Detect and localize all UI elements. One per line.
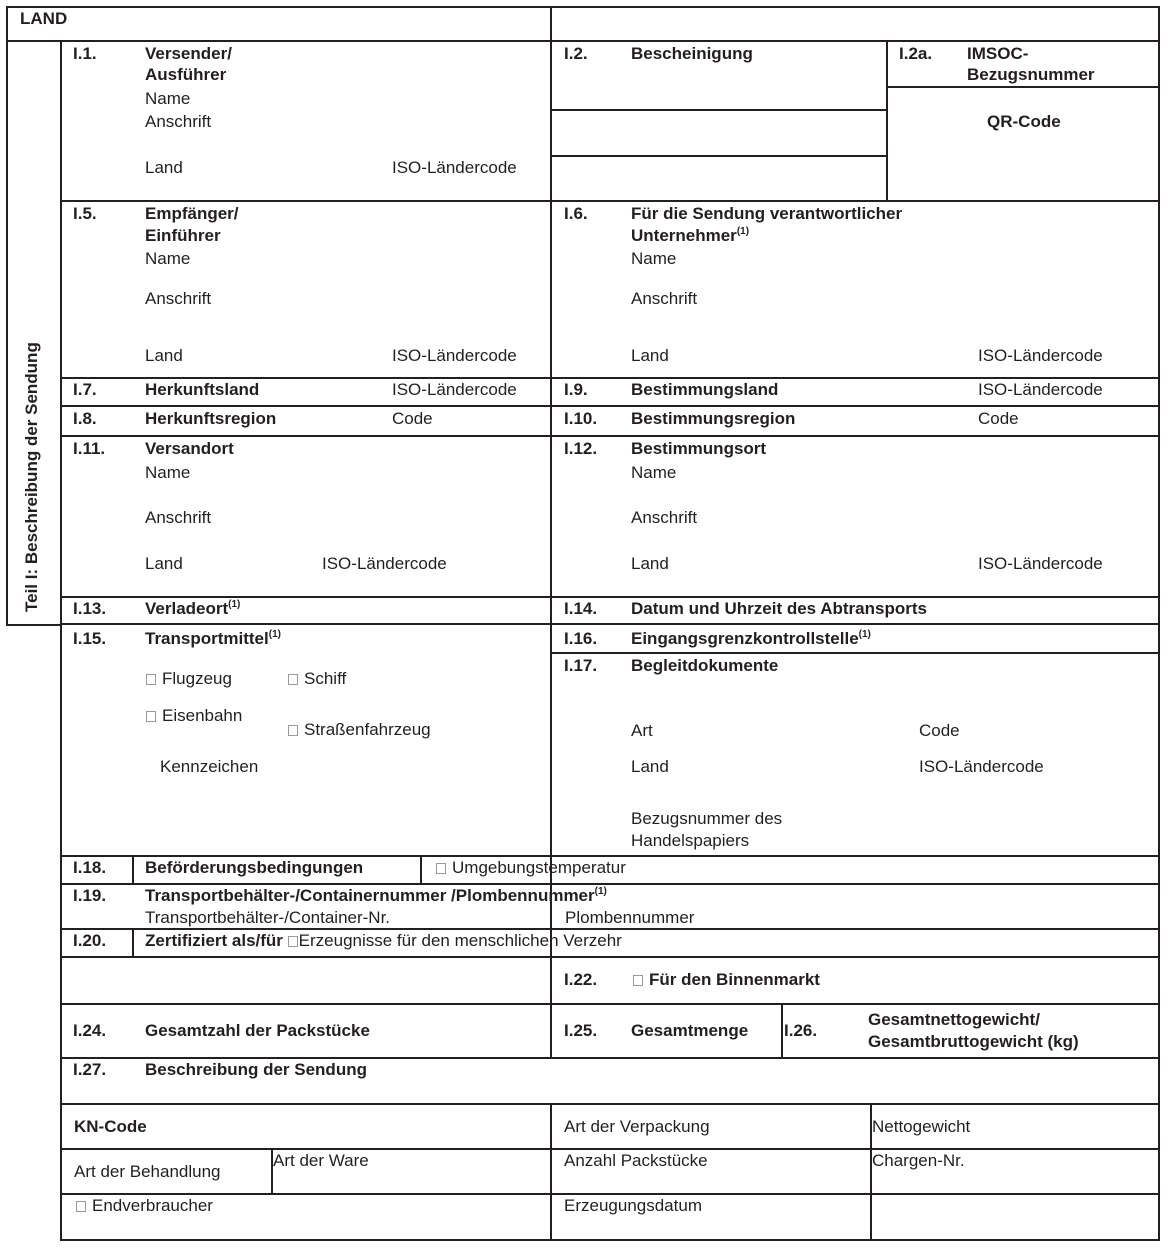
country-label: Land — [145, 158, 183, 177]
checkbox-icon[interactable] — [633, 975, 643, 986]
border — [60, 1003, 1159, 1005]
footnote-marker: (1) — [736, 226, 750, 237]
name-label: Name — [145, 463, 191, 482]
border — [6, 6, 1159, 8]
border — [132, 855, 134, 884]
field-title: Bescheinigung — [631, 44, 753, 63]
field-title: Herkunftsregion — [145, 409, 277, 428]
footnote-marker: (1) — [228, 599, 241, 610]
field-number: I.16. — [564, 629, 598, 648]
border — [60, 377, 1159, 379]
field-number: I.6. — [564, 204, 588, 223]
part-label: Teil I: Beschreibung der Sendung — [22, 342, 41, 612]
field-title: Gesamtzahl der Packstücke — [145, 1021, 370, 1040]
field-title: Herkunftsland — [145, 380, 260, 399]
checkbox-label: Eisenbahn — [162, 706, 243, 725]
qr-code-placeholder: QR-Code — [987, 112, 1061, 131]
border — [60, 855, 1159, 857]
border — [550, 155, 886, 157]
reference-label: Bezugsnummer des — [631, 809, 783, 828]
name-label: Name — [631, 463, 677, 482]
border — [60, 1103, 1159, 1105]
seal-number-label: Plombennummer — [565, 908, 695, 927]
border — [60, 956, 1159, 958]
field-number: I.9. — [564, 380, 588, 399]
field-title: Beförderungsbedingungen — [145, 858, 364, 877]
field-number: I.22. — [564, 970, 598, 989]
country-label: Land — [145, 346, 183, 365]
checkbox-icon[interactable] — [146, 674, 156, 685]
border — [886, 86, 1159, 88]
field-title: Transportbehälter-/Containernummer /Plombennummer — [145, 886, 595, 905]
field-number: I.1. — [73, 44, 97, 63]
field-title: Für die Sendung verantwortlicher — [631, 204, 903, 223]
border — [60, 435, 1159, 437]
border — [6, 6, 8, 625]
production-date-header: Erzeugungsdatum — [564, 1196, 702, 1215]
address-label: Anschrift — [145, 289, 212, 308]
checkbox-label: Straßenfahrzeug — [304, 720, 431, 739]
border — [60, 883, 1159, 885]
packaging-type-header: Art der Verpackung — [564, 1117, 710, 1136]
checkbox-label: Schiff — [304, 669, 347, 688]
field-number: I.19. — [73, 886, 107, 905]
field-title: Eingangsgrenzkontrollstelle — [631, 629, 859, 648]
checkbox-rail[interactable] — [146, 706, 242, 726]
checkbox-label: Erzeugnisse für den menschlichen Verzehr — [298, 931, 622, 950]
checkbox-label: Für den Binnenmarkt — [649, 970, 820, 989]
field-title: Bestimmungsort — [631, 439, 767, 458]
checkbox-icon[interactable] — [288, 725, 298, 736]
field-number: I.8. — [73, 409, 97, 428]
field-number: I.25. — [564, 1021, 598, 1040]
border — [60, 596, 1159, 598]
iso-code-label: ISO-Ländercode — [392, 346, 517, 365]
field-title: Gesamtnettogewicht/ — [868, 1010, 1040, 1029]
code-label: Code — [919, 721, 960, 740]
field-title: Transportmittel — [145, 629, 269, 648]
border — [6, 40, 1159, 42]
checkbox-icon[interactable] — [76, 1201, 86, 1212]
iso-code-label: ISO-Ländercode — [978, 554, 1103, 573]
iso-code-label: ISO-Ländercode — [392, 158, 517, 177]
iso-code-label: ISO-Ländercode — [978, 346, 1103, 365]
address-label: Anschrift — [631, 289, 698, 308]
footnote-marker: (1) — [268, 629, 281, 640]
code-label: Code — [392, 409, 433, 428]
border — [781, 1003, 783, 1058]
checkbox-ship[interactable] — [288, 669, 346, 689]
checkbox-icon[interactable] — [288, 674, 298, 685]
checkbox-label: Endverbraucher — [92, 1196, 213, 1215]
field-title: Beschreibung der Sendung — [145, 1060, 367, 1079]
checkbox-road[interactable] — [288, 720, 431, 740]
field-title: Empfänger/ — [145, 204, 239, 223]
identification-label: Kennzeichen — [160, 757, 259, 776]
field-number: I.20. — [73, 931, 107, 950]
kn-code-header: KN-Code — [74, 1117, 147, 1136]
border — [6, 624, 61, 626]
name-label: Name — [145, 249, 191, 268]
field-title: Bestimmungsregion — [631, 409, 796, 428]
field-number: I.11. — [73, 439, 106, 458]
field-title: Unternehmer — [631, 226, 737, 245]
field-number: I.27. — [73, 1060, 107, 1079]
field-title: Datum und Uhrzeit des Abtransports — [631, 599, 927, 618]
border — [60, 623, 1159, 625]
checkbox-final-consumer[interactable] — [76, 1196, 213, 1216]
address-label: Anschrift — [145, 112, 212, 131]
field-title: Zertifiziert als/für — [145, 931, 283, 950]
field-number: I.14. — [564, 599, 598, 618]
field-number: I.12. — [564, 439, 598, 458]
country-label: Land — [631, 346, 669, 365]
field-number: I.17. — [564, 656, 598, 675]
iso-code-label: ISO-Ländercode — [919, 757, 1044, 776]
checkbox-human-consumption[interactable] — [288, 931, 622, 950]
field-title: Versandort — [145, 439, 234, 458]
field-number: I.2. — [564, 44, 588, 63]
field-title: Bezugsnummer — [967, 65, 1095, 84]
field-title: Bestimmungsland — [631, 380, 779, 399]
border — [132, 928, 134, 957]
address-label: Anschrift — [631, 508, 698, 527]
field-number: I.15. — [73, 629, 107, 648]
border — [550, 652, 1159, 654]
field-title: Begleitdokumente — [631, 656, 779, 675]
net-weight-header: Nettogewicht — [872, 1117, 971, 1136]
checkbox-label: Umgebungstemperatur — [452, 858, 626, 877]
border — [886, 40, 888, 200]
address-label: Anschrift — [145, 508, 212, 527]
container-number-label: Transportbehälter-/Container-Nr. — [145, 908, 391, 927]
type-label: Art — [631, 721, 653, 740]
checkbox-ambient[interactable] — [436, 858, 626, 878]
checkbox-label: Flugzeug — [162, 669, 232, 688]
checkbox-plane[interactable] — [146, 669, 232, 689]
field-title: Versender/ — [145, 44, 232, 63]
checkbox-internal-market[interactable] — [633, 970, 820, 990]
iso-code-label: ISO-Ländercode — [322, 554, 447, 573]
border — [60, 1148, 1159, 1150]
field-number: I.5. — [73, 204, 97, 223]
iso-code-label: ISO-Ländercode — [978, 380, 1103, 399]
border — [60, 928, 1159, 930]
border — [420, 855, 422, 884]
name-label: Name — [631, 249, 677, 268]
field-number: I.18. — [73, 858, 107, 877]
border — [550, 109, 886, 111]
footnote-marker: (1) — [858, 629, 871, 640]
field-number: I.7. — [73, 380, 97, 399]
country-label: Land — [631, 757, 669, 776]
iso-code-label: ISO-Ländercode — [392, 380, 517, 399]
field-title: Gesamtbruttogewicht (kg) — [868, 1032, 1079, 1051]
footnote-marker: (1) — [594, 886, 607, 897]
border — [60, 1193, 1159, 1195]
country-label: Land — [631, 554, 669, 573]
border — [60, 200, 1159, 202]
country-label: Land — [145, 554, 183, 573]
field-title: Einführer — [145, 226, 221, 245]
name-label: Name — [145, 89, 191, 108]
package-count-header: Anzahl Packstücke — [564, 1151, 708, 1170]
border — [60, 405, 1159, 407]
field-title: Gesamtmenge — [631, 1021, 749, 1040]
reference-label: Handelspapiers — [631, 831, 750, 850]
checkbox-icon[interactable] — [288, 936, 298, 947]
border — [60, 1057, 1159, 1059]
field-title: Verladeort — [145, 599, 229, 618]
field-number: I.2a. — [899, 44, 933, 63]
land-header: LAND — [20, 9, 68, 28]
field-number: I.26. — [784, 1021, 818, 1040]
border — [550, 1103, 552, 1240]
field-number: I.13. — [73, 599, 107, 618]
code-label: Code — [978, 409, 1019, 428]
checkbox-icon[interactable] — [436, 863, 446, 874]
treatment-type-header: Art der Behandlung — [74, 1162, 221, 1181]
border — [60, 1239, 1159, 1241]
field-title: IMSOC- — [967, 44, 1029, 63]
border — [60, 40, 62, 1241]
checkbox-icon[interactable] — [146, 711, 156, 722]
field-title: Ausführer — [145, 65, 227, 84]
commodity-type-header: Art der Ware — [273, 1151, 369, 1170]
batch-number-header: Chargen-Nr. — [872, 1151, 965, 1170]
field-number: I.24. — [73, 1021, 107, 1040]
field-number: I.10. — [564, 409, 598, 428]
